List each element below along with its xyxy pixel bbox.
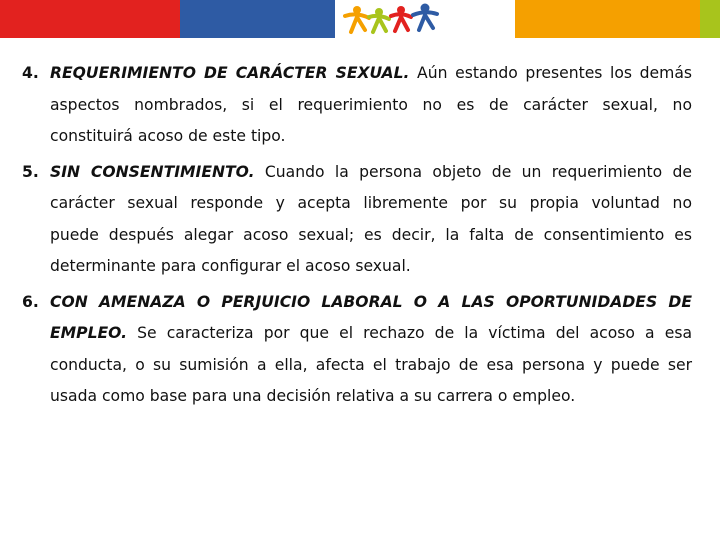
item-text-line: Aún estando presentes los demás [409, 64, 692, 82]
item-number: 6. [22, 292, 39, 311]
item-text-line: usada como base para una decisión relativa a su carrera o empleo. [50, 387, 576, 405]
item-heading: EMPLEO. [50, 324, 128, 342]
item-text-line: Se caracteriza por que el rechazo de la víctima del acoso a esa [127, 324, 692, 342]
header-color-bar [0, 0, 720, 38]
item-heading: REQUERIMIENTO DE CARÁCTER SEXUAL. [50, 64, 410, 82]
item-heading: SIN CONSENTIMIENTO. [50, 162, 255, 181]
header-logo-segment [335, 0, 515, 38]
header-orange-segment [515, 0, 700, 38]
item-text-line: Cuando la persona objeto de un requerimiento de [254, 162, 693, 181]
item-text-line: constituirá acoso de este tipo. [50, 127, 286, 145]
header-red-segment [0, 0, 180, 38]
list-item-4 [22, 58, 692, 153]
people-figures-logo-icon [335, 0, 515, 38]
item-number: 5. [22, 162, 39, 181]
list-item-6 [22, 287, 692, 413]
list-item-5 [22, 157, 692, 283]
header-green-segment [700, 0, 720, 38]
item-number: 4. [22, 64, 39, 82]
header-blue-segment [180, 0, 335, 38]
item-heading: CON AMENAZA O PERJUICIO LABORAL O A LAS OPORTUNIDADES DE [50, 292, 692, 311]
item-text-line: determinante para configurar el acoso sexual. [50, 257, 411, 275]
document-body [22, 58, 692, 417]
item-text-line: aspectos nombrados, si el requerimiento no es de carácter sexual, no [50, 95, 692, 114]
item-text-line: conducta, o su sumisión a ella, afecta el trabajo de esa persona y puede ser [50, 355, 692, 374]
item-text-line: puede después alegar acoso sexual; es decir, la falta de consentimiento es [50, 225, 692, 244]
item-text-line: carácter sexual responde y acepta libremente por su propia voluntad no [50, 194, 692, 212]
